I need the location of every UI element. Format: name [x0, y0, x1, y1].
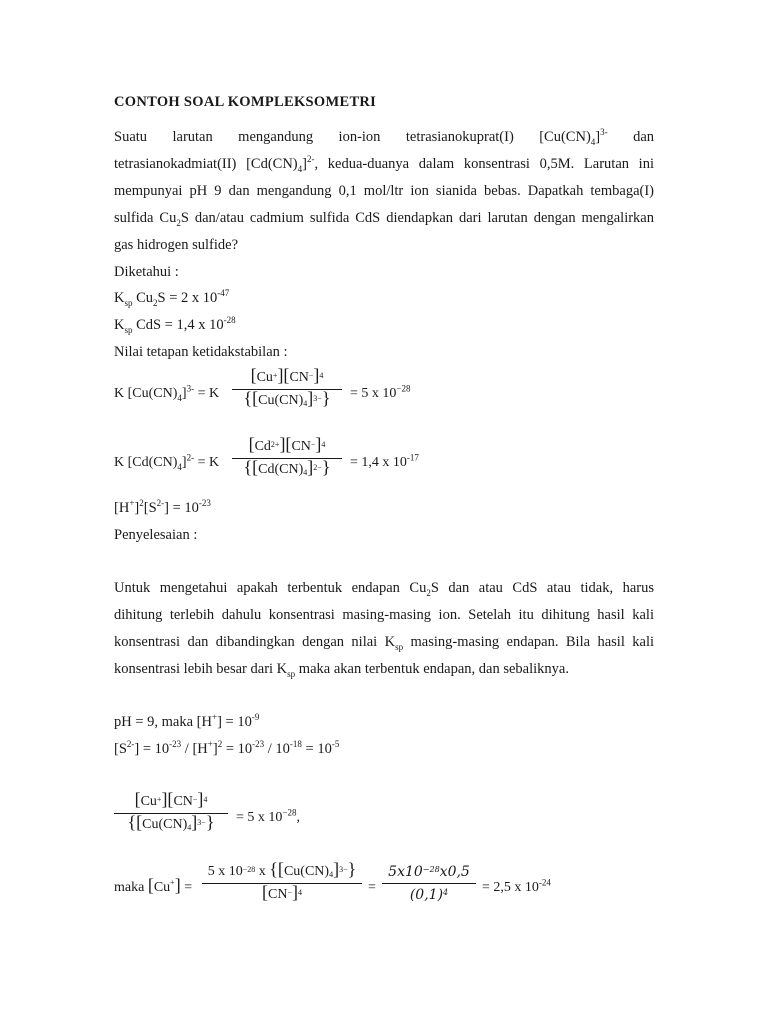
ph-line: pH = 9, maka $[H^+] = 10^{-9}$ — [114, 712, 260, 730]
instability-heading: Nilai tetapan ketidakstabilan : — [114, 344, 288, 360]
solution-heading: Penyelesaian : — [114, 527, 198, 543]
hs-product: $[H^+]^2[S^{2-}] = 10^{-23}$ — [114, 498, 211, 516]
explanation-line-4: konsentrasi lebih besar dari $K_{sp}$ maka akan terbentuk endapan, dan sebaliknya. — [114, 661, 569, 679]
explanation-line-3: konsentrasi dan dibandingkan dengan nilai $K_{sp}$ masing-masing endapan. Bila hasil kali — [114, 634, 655, 652]
ksp-cds: $K_{sp}$ CdS = 1,4 x $10^{-28}$ — [114, 315, 236, 335]
explanation-line-1: Untuk mengetahui apakah terbentuk endapan $Cu_2S$ dan atau CdS atau tidak, harus — [114, 580, 655, 598]
problem-line-5: gas hidrogen sulfide? — [114, 237, 239, 253]
problem-line-3: mempunyai pH 9 dan mengandung 0,1 mol/ltr ion sianida bebas. Dapatkah tembaga(I) — [114, 183, 654, 199]
sulfide-line: $[S^{2-}] = 10^{-23} / [H^+]^2 = 10^{-23} / 10^{-18} = 10^{-5}$ — [114, 739, 340, 757]
equation-cu-concentration: maka [Cu+] = 5 x $10^{-28}$ x $\{[Cu(CN)_4]^{3-}\}$ $[CN^-]^4$ = $5x10^{-28}x0,5$ $(0,1)^4$ = 2,5 x $10^{-24}$ — [114, 859, 551, 903]
known-heading: Diketahui : — [114, 264, 179, 280]
problem-line-2: tetrasianokadmiat(II) $[Cd(CN)_4]^{2-}$, kedua-duanya dalam konsentrasi 0,5M. Larutan ini — [114, 154, 654, 174]
explanation-line-2: dihitung terlebih dahulu konsentrasi masing-masing ion. Setelah itu dihitung hasil kali — [114, 607, 654, 623]
equation-cu-instability: K $[Cu(CN)_4]^{3-} = K$ $[Cu^+][CN^-]^4$ $\{[Cu(CN)_4]^{3-}\}$ = 5 x $10^{-28}$ — [114, 365, 411, 408]
equation-cu-ratio: $[Cu^+][CN^-]^4$ $\{[Cu(CN)_4]^{3-}\}$ = 5 x $10^{-28}$, — [114, 790, 434, 852]
problem-line-4: sulfida $Cu_2S$ dan/atau cadmium sulfida CdS diendapkan dari larutan dengan mengalirkan — [114, 210, 654, 228]
problem-line-1: Suatu larutan mengandung ion-ion tetrasianokuprat(I) $[Cu(CN)_4]^{3-}$ dan — [114, 127, 655, 147]
document-title: CONTOH SOAL KOMPLEKSOMETRI — [114, 94, 377, 110]
equation-cd-instability: K $[Cd(CN)_4]^{2-} = K$ $[Cd^{2+}][CN^-]^4$ $\{[Cd(CN)_4]^{2-}\}$ = 1,4 x $10^{-17}$ — [114, 434, 419, 477]
ksp-cu2s: $K_{sp}$ $Cu_2S = 2$ x $10^{-47}$ — [114, 288, 230, 308]
